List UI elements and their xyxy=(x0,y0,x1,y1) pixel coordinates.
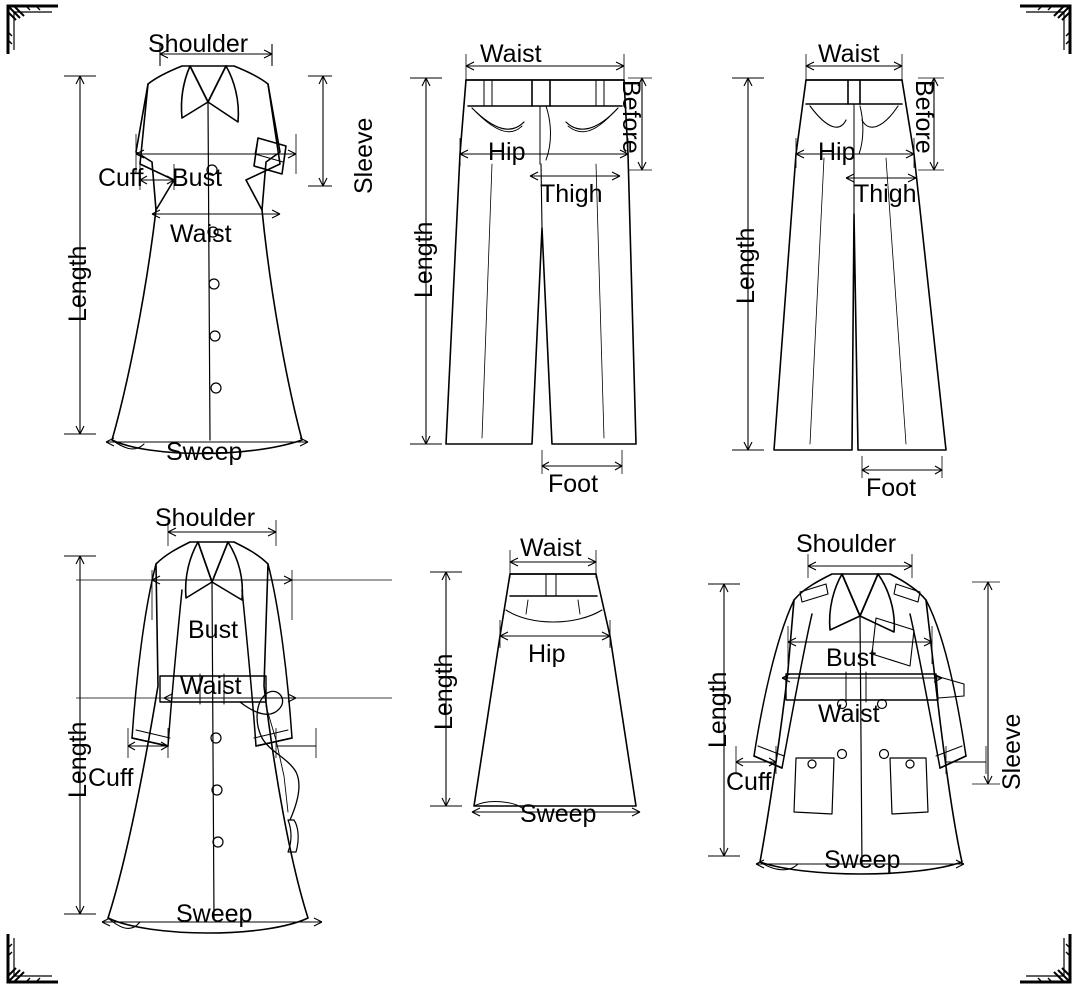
label-bust-p4: Bust xyxy=(188,616,239,644)
panel-a-line-skirt xyxy=(410,510,680,860)
label-hip-p5: Hip xyxy=(528,640,566,668)
label-sleeve-p6: Sleeve xyxy=(998,713,1026,790)
label-length-p1: Length xyxy=(64,245,92,322)
panel-belted-dress xyxy=(40,490,380,960)
label-waist-p6: Waist xyxy=(818,700,880,728)
label-waist-p1: Waist xyxy=(170,220,232,248)
label-sweep-p5: Sweep xyxy=(520,800,597,828)
panel-shirt-dress xyxy=(40,14,378,484)
label-length-p4: Length xyxy=(64,721,92,798)
panel-wide-leg-trousers xyxy=(706,14,996,504)
label-thigh-p3: Thigh xyxy=(854,180,917,208)
label-foot-p2: Foot xyxy=(548,470,599,498)
label-waist-p5: Waist xyxy=(520,534,582,562)
label-waist-p4: Waist xyxy=(180,672,242,700)
corner-ornament-bottom-right xyxy=(1018,932,1072,986)
label-sleeve-p1: Sleeve xyxy=(350,117,378,194)
label-thigh-p2: Thigh xyxy=(540,180,603,208)
label-length-p2: Length xyxy=(410,221,438,298)
label-hip-p2: Hip xyxy=(488,138,526,166)
label-sweep-p6: Sweep xyxy=(824,846,901,874)
label-length-p5: Length xyxy=(430,653,458,730)
label-cuff-p1: Cuff xyxy=(98,164,144,192)
label-bust-p6: Bust xyxy=(826,644,877,672)
label-length-p6: Length xyxy=(704,671,732,748)
corner-ornament-top-right xyxy=(1018,2,1072,56)
label-shoulder-p1: Shoulder xyxy=(148,30,249,58)
label-hip-p3: Hip xyxy=(818,138,856,166)
label-length-p3: Length xyxy=(732,227,760,304)
label-cuff-p6: Cuff xyxy=(726,768,772,796)
label-foot-p3: Foot xyxy=(866,474,917,502)
label-shoulder-p6: Shoulder xyxy=(796,530,897,558)
panel-bootcut-jeans xyxy=(400,14,680,504)
label-before-p3: Before xyxy=(910,80,938,154)
label-before-p2: Before xyxy=(617,80,645,154)
label-sweep-p4: Sweep xyxy=(176,900,253,928)
panel-trench-coat xyxy=(700,518,1030,918)
label-sweep-p1: Sweep xyxy=(166,438,243,466)
label-cuff-p4: Cuff xyxy=(88,764,134,792)
label-shoulder-p4: Shoulder xyxy=(155,504,256,532)
label-waist-p3: Waist xyxy=(818,40,880,68)
label-bust-p1: Bust xyxy=(172,164,223,192)
label-waist-p2: Waist xyxy=(480,40,542,68)
